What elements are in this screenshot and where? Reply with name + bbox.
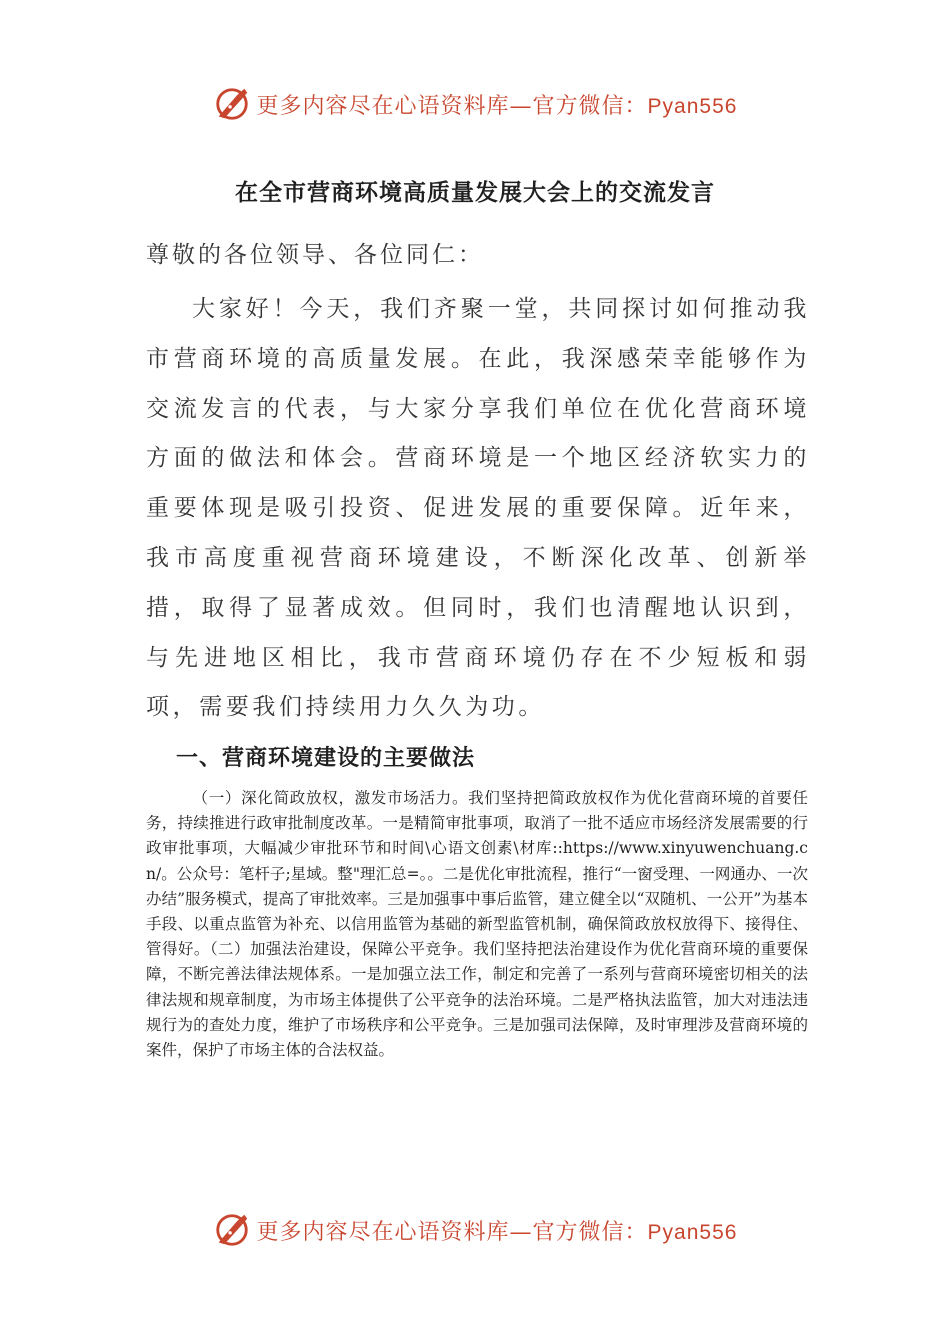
document-title: 在全市营商环境高质量发展大会上的交流发言 xyxy=(235,179,715,206)
pen-nib-logo-icon xyxy=(213,85,251,123)
watermark-label: 更多内容尽在心语资料库—官方微信： xyxy=(256,1219,648,1245)
pen-nib-logo-icon xyxy=(213,1211,251,1249)
watermark-wechat-id: Pyan556 xyxy=(647,94,738,118)
section-heading: 一、营商环境建设的主要做法 xyxy=(176,745,476,771)
watermark-wechat-id: Pyan556 xyxy=(647,1220,738,1244)
salutation: 尊敬的各位领导、各位同仁： xyxy=(146,242,484,268)
watermark-label: 更多内容尽在心语资料库—官方微信： xyxy=(256,93,648,119)
watermark-text xyxy=(257,1215,738,1246)
intro-paragraph: 大家好！今天，我们齐聚一堂，共同探讨如何推动我市营商环境的高质量发展。在此，我深感荣幸能够作为交流发言的代表，与大家分享我们单位在优化营商环境方面的做法和体会。营商环境是一个地区经济软实力的重要体现是吸引投资、促进发展的重要保障。近年来，我市高度重视营商环境建设，不断深化改革、创新举措，取得了显著成效。但同时，我们也清醒地认识到，与先进地区相比，我市营商环境仍存在不少短板和弱项，需要我们持续用力久久为功。 xyxy=(146,296,810,721)
section-paragraph: （一）深化简政放权，激发市场活力。我们坚持把简政放权作为优化营商环境的首要任务，持续推进行政审批制度改革。一是精简审批事项，取消了一批不适应市场经济发展需要的行政审批事项，大幅减少审批环节和时间\心语文创素\材库::https://www.xinyuwenchuang.cn/。公众号：笔杆子;星域。整"理汇总=。。二是优化审批流程，推行“一窗受理、一网通办、一次办结”服务模式，提高了审批效率。三是加强事中事后监管，建立健全以“双随机、一公开”为基本手段、以重点监管为补充、以信用监管为基础的新型监管机制，确保简政放权放得下、接得住、管得好。（二）加强法治建设，保障公平竞争。我们坚持把法治建设作为优化营商环境的重要保障，不断完善法律法规体系。一是加强立法工作，制定和完善了一系列与营商环境密切相关的法律法规和规章制度，为市场主体提供了公平竞争的法治环境。二是严格执法监管，加大对违法违规行为的查处力度，维护了市场秩序和公平竞争。三是加强司法保障，及时审理涉及营商环境的案件，保护了市场主体的合法权益。 xyxy=(146,789,808,1060)
watermark-text xyxy=(257,89,738,120)
watermark-header xyxy=(0,84,950,124)
watermark-footer xyxy=(0,1210,950,1250)
